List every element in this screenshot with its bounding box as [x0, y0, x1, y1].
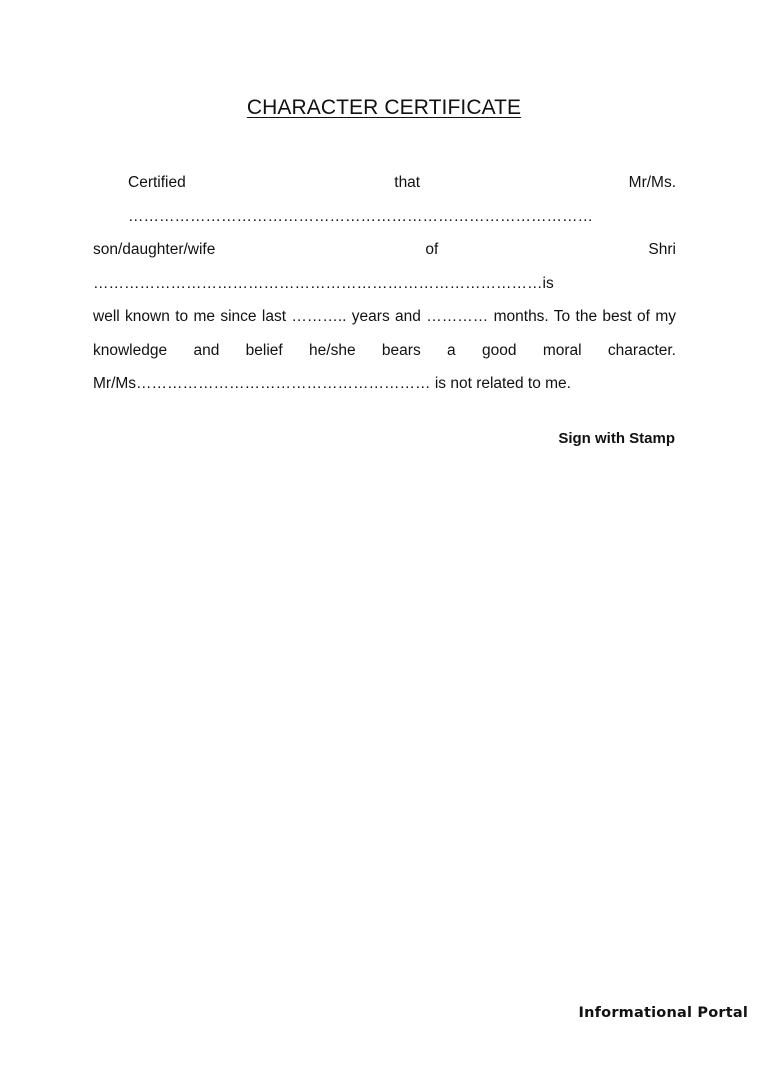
body-line-3: well known to me since last ……….. years and ………… months. To the best of my — [93, 308, 676, 325]
body-line-5: Mr/Ms………………………………………………… is not related to me. — [93, 375, 571, 392]
body-line-1: Certified that Mr/Ms. ……………………………………………………………………………… — [128, 174, 676, 225]
certificate-body — [93, 166, 676, 401]
body-line-4: knowledge and belief he/she bears a good moral character. — [93, 341, 676, 359]
signature-label: Sign with Stamp — [558, 430, 675, 447]
body-line-2: son/daughter/wife of Shri ……………………………………………………………………………is — [93, 241, 676, 292]
certificate-title: CHARACTER CERTIFICATE — [246, 96, 522, 119]
footer-watermark: Informational Portal — [578, 1005, 748, 1021]
